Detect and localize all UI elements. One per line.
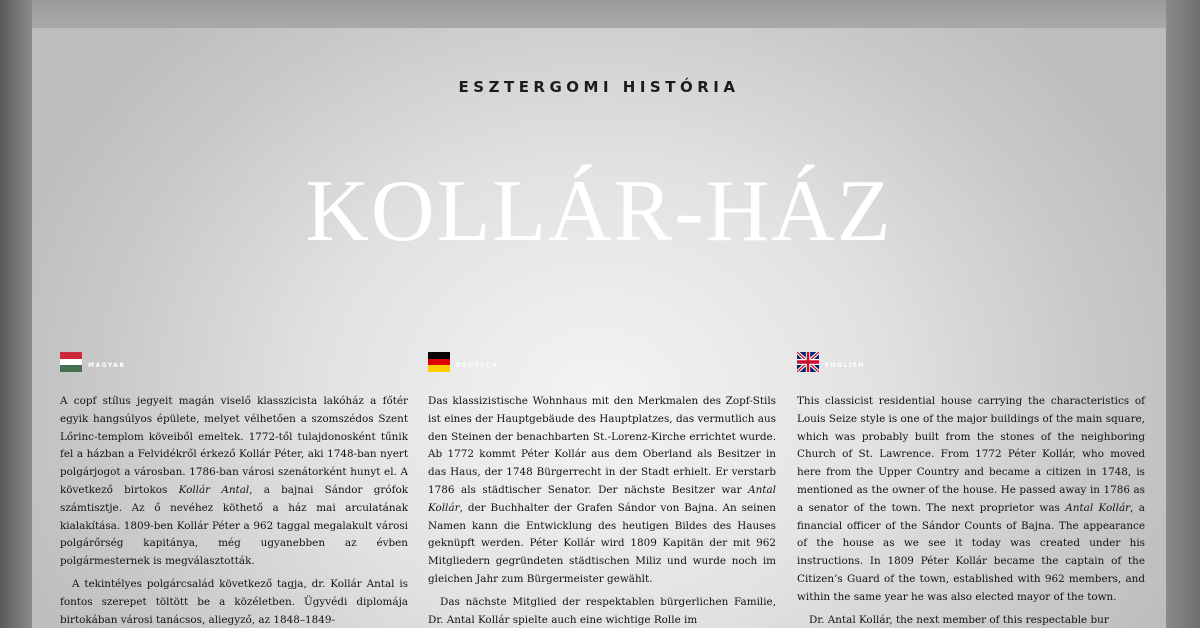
paragraph: Dr. Antal Kollár, the next member of this respectable bur (809, 613, 1109, 626)
paragraph: Das nächste Mitglied der respektablen bürgerlichen Familie, Dr. Antal Kollár spielte auch eine wichtige Rolle im (428, 595, 776, 626)
column-english (797, 350, 1145, 628)
language-header-hungarian (60, 350, 408, 372)
article-text-hungarian (60, 393, 408, 628)
uk-flag-icon (797, 352, 819, 372)
language-label-english: ENGLISH (825, 362, 865, 369)
page-frame-left (0, 0, 32, 628)
article-text-english (797, 393, 1145, 628)
language-header-german (428, 350, 776, 372)
column-hungarian (60, 350, 408, 628)
paragraph: A copf stílus jegyeit magán viselő klasszicista lakóház a főtér egyik hangsúlyos épülete, melyet vélhetően a szomszédos Szent Lőrinc-templom köveiből emeltek. 1772-től tulajdonosként tűnik fel a házban a Felvidékről érkező Kollár Péter, aki 1748-ban nyert polgárjogot a városban. 1786-ban városi szenátorként hunyt el. A következő birtokos Kollár Antal, a bajnai Sándor grófok számtisztje. Az ő nevéhez köthető a ház mai arculatának kialakítása. 1809-ben Kollár Péter a 962 taggal megalakult városi polgárőrség kapitánya, még ugyanebben az évben polgármesternek is megválasztották. (60, 395, 408, 568)
magazine-page (32, 28, 1166, 628)
article-text-german (428, 393, 776, 628)
column-german (428, 350, 776, 628)
germany-flag-icon (428, 352, 450, 372)
page-frame-right (1166, 0, 1200, 628)
language-header-english (797, 350, 1145, 372)
page-title: KOLLÁR-HÁZ (305, 163, 893, 260)
language-label-hungarian: MAGYAR (88, 362, 126, 369)
paragraph: A tekintélyes polgárcsalád következő tagja, dr. Kollár Antal is fontos szerepet töltött be a közéletben. Ügyvédi diplomája birtokában városi tanácsos, aliegyző, az 1848–1849- (60, 577, 408, 626)
hungary-flag-icon (60, 352, 82, 372)
page-frame-top (0, 0, 1200, 28)
paragraph: This classicist residential house carrying the characteristics of Louis Seize style is one of the major buildings of the main square, which was probably built from the stones of the neighboring Church of St. Lawrence. From 1772 Péter Kollár, who moved here from the Upper Country and became a citizen in 1748, is mentioned as the owner of the house. He passed away in 1786 as a senator of the town. The next proprietor was Antal Kollár, a financial officer of the Sándor Counts of Bajna. The appearance of the house as we see it today was created under his instructions. In 1809 Péter Kollár became the captain of the Citizen’s Guard of the town, established with 962 members, and within the same year he was also elected mayor of the town. (797, 395, 1145, 603)
series-title: ESZTERGOMI HISTÓRIA (458, 78, 740, 96)
paragraph: Das klassizistische Wohnhaus mit den Merkmalen des Zopf-Stils ist eines der Hauptgebäude des Hauptplatzes, das vermutlich aus den Steinen der benachbarten St.-Lorenz-Kirche errichtet wurde. Ab 1772 kommt Péter Kollár aus dem Oberland als Besitzer in das Haus, der 1748 Bürgerrecht in der Stadt erhielt. Er verstarb 1786 als städtischer Senator. Der nächste Besitzer war Antal Kollár, der Buchhalter der Grafen Sándor von Bajna. An seinen Namen kann die Entwicklung des heutigen Bildes des Hauses geknüpft werden. Péter Kollár wird 1809 Kapitän der mit 962 Mitgliedern gegründeten städtischen Miliz und wurde noch im gleichen Jahr zum Bürgermeister gewählt. (428, 395, 776, 585)
language-label-german: DEUTSCH (456, 362, 499, 369)
